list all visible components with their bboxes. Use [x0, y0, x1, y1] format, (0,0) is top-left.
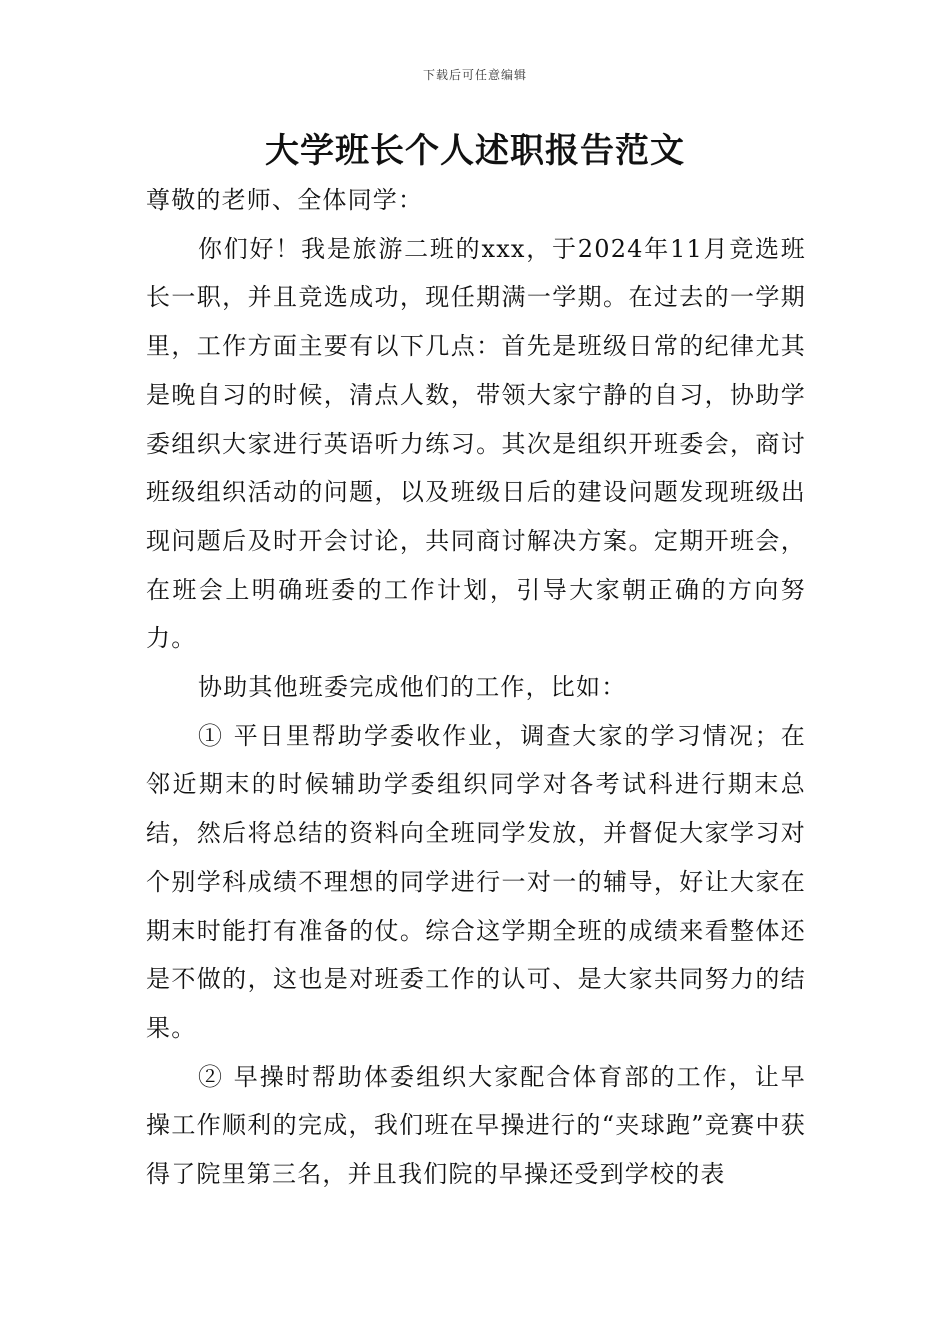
document-body [146, 176, 806, 1199]
paragraph-intro: 你们好！我是旅游二班的xxx，于2024年11月竞选班长一职，并且竞选成功，现任期满一学期。在过去的一学期里，工作方面主要有以下几点：首先是班级日常的纪律尤其是晚自习的时候，清点人数，带领大家宁静的自习，协助学委组织大家进行英语听力练习。其次是组织开班委会，商讨班级组织活动的问题，以及班级日后的建设问题发现班级出现问题后及时开会讨论，共同商讨解决方案。定期开班会，在班会上明确班委的工作计划，引导大家朝正确的方向努力。 [146, 234, 806, 653]
paragraph-assist: 协助其他班委完成他们的工作，比如： [198, 673, 627, 702]
document-title: 大学班长个人述职报告范文 [265, 131, 685, 171]
paragraph-item-2: ② 早操时帮助体委组织大家配合体育部的工作，让早操工作顺利的完成，我们班在早操进行的“夹球跑”竞赛中获得了院里第三名，并且我们院的早操还受到学校的表 [146, 1062, 806, 1189]
header-note: 下载后可任意编辑 [422, 68, 527, 82]
salutation: 尊敬的老师、全体同学： [146, 186, 424, 214]
paragraph-item-1: ① 平日里帮助学委收作业，调查大家的学习情况；在邻近期末的时候辅助学委组织同学对各考试科进行期末总结，然后将总结的资料向全班同学发放，并督促大家学习对个别学科成绩不理想的同学进行一对一的辅导，好让大家在期末时能打有准备的仗。综合这学期全班的成绩来看整体还是不做的，这也是对班委工作的认可、是大家共同努力的结果。 [146, 721, 806, 1042]
